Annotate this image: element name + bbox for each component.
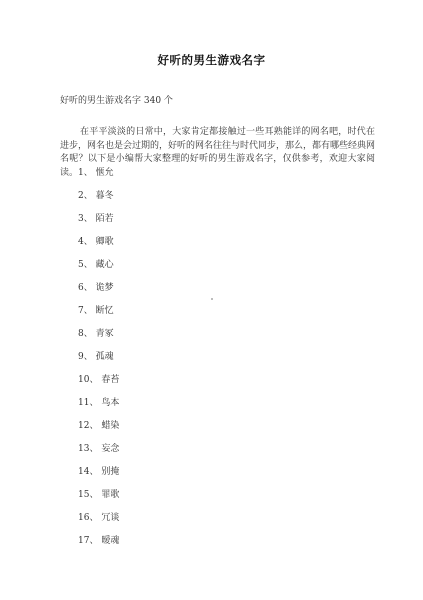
list-item: 3、 陌若 — [78, 214, 114, 224]
list-item: 7、 断忆 — [78, 306, 114, 316]
list-item: 8、 青冢 — [78, 329, 114, 339]
list-item: 10、 春苔 — [78, 375, 120, 385]
list-item: 12、 蜡染 — [78, 421, 120, 431]
list-item: 5、 藏心 — [78, 260, 114, 270]
list-item: 17、 暧魂 — [78, 536, 120, 546]
list-item: 1、 惬允 — [78, 168, 114, 178]
list-item: 6、 诡梦 — [78, 283, 114, 293]
list-item: 11、 鸟本 — [78, 398, 120, 408]
document-title: 好听的男生游戏名字 — [157, 53, 266, 67]
document-subtitle: 好听的男生游戏名字 340 个 — [60, 96, 173, 106]
list-item: 14、 别掩 — [78, 467, 120, 477]
list-item: 9、 孤魂 — [78, 352, 114, 362]
list-item: 15、 罪歌 — [78, 490, 120, 500]
list-item: 2、 暮冬 — [78, 191, 114, 201]
list-item: 16、 冗谈 — [78, 513, 120, 523]
list-item: 4、 卿歌 — [78, 237, 114, 247]
list-item: 13、 妄念 — [78, 444, 120, 454]
intro-paragraph: 在平平淡淡的日常中，大家肯定都接触过一些耳熟能详的网名吧，时代在进步，网名也是会过期的，好听的网名往往与时代同步，那么，都有哪些经典网名呢？以下是小编帮大家整理的好听的男生游戏名字，仅供参考，欢迎大家阅读。 — [60, 127, 376, 178]
name-list — [78, 167, 119, 558]
stray-dot-mark — [211, 298, 213, 300]
